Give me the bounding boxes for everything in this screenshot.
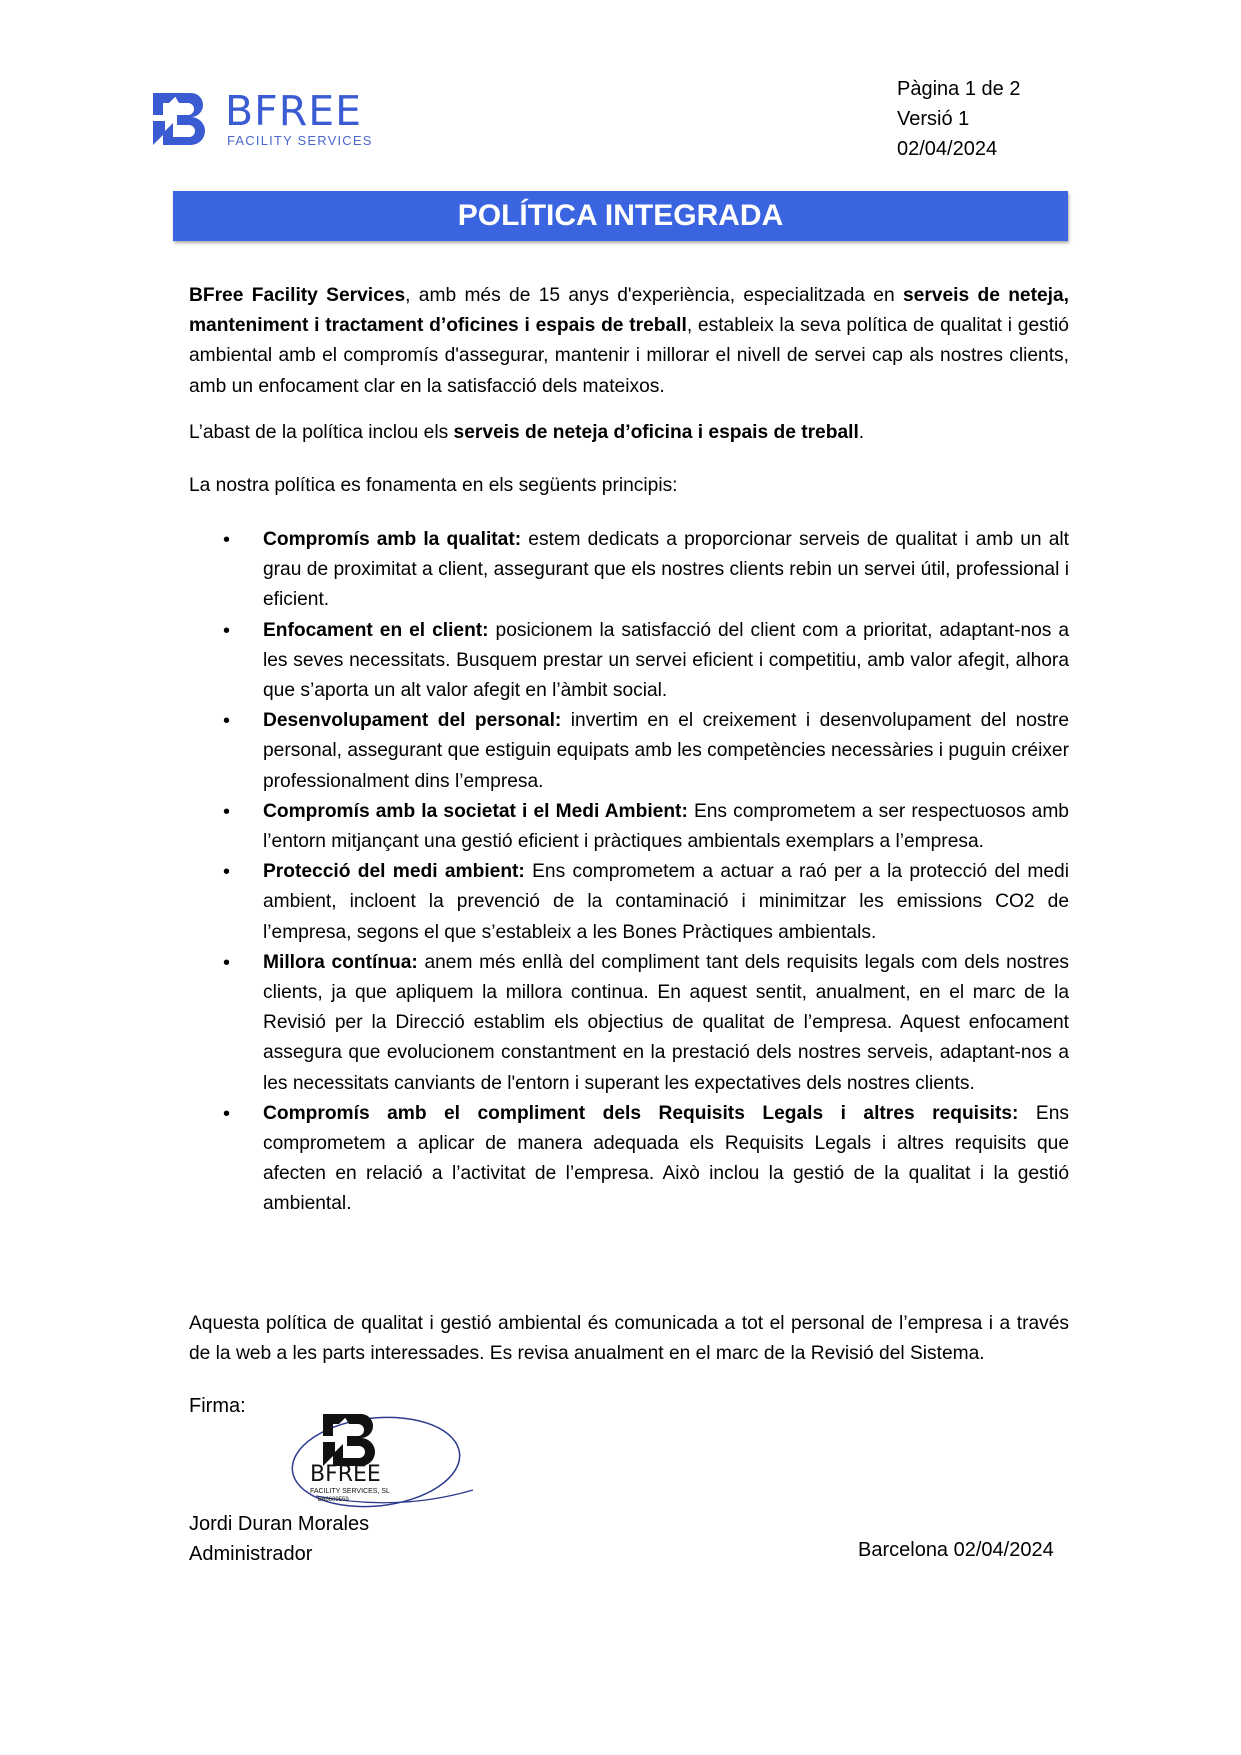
place-date: Barcelona 02/04/2024 [858,1539,1054,1561]
company-logo [153,87,383,150]
page-number: Pàgina 1 de 2 [897,78,1021,100]
stamp-subtitle: FACILITY SERVICES, SL [310,1488,390,1495]
principle-text: posicionem la satisfacció del client com a prioritat, adaptant-nos a les seves necessitats. Busquem prestar un servei eficient i competitiu, amb valor afegit, alhora que s’aporta un alt valor afegit en l’àmbit social. [263,619,1070,702]
principle-text: Ens comprometem a actuar a raó per a la protecció del medi ambient, incloent la prevenció de la contaminació i minimitzar les emissions CO2 de l’empresa, segons el que s’estableix a les Bones Pràctiques ambientals. [263,861,1069,943]
bullet-icon: • [223,951,231,974]
logo-subtitle: FACILITY SERVICES [227,133,373,148]
principle-title: Compromís amb la societat i el Medi Ambient: [263,800,688,822]
bullet-icon: • [223,800,231,823]
list-item [189,525,1069,616]
principle-title: Compromís amb la qualitat: [263,529,522,550]
principle-title: Millora contínua: [263,951,418,973]
bullet-icon: • [223,1102,231,1125]
principle-text: estem dedicats a proporcionar serveis de qualitat i amb un alt grau de proximitat a client, assegurant que els nostres clients rebin un servei útil, professional i eficient. [263,529,1070,611]
closing-text: Aquesta política de qualitat i gestió ambiental és comunicada a tot el personal de l’empresa i a través de la web a les parts interessades. Es revisa anualment en el marc de la Revisió del Sistema. [189,1313,1069,1365]
bullet-icon: • [223,619,231,642]
company-stamp [288,1404,478,1514]
principle-text: anem més enllà del compliment tant dels requisits legals com dels nostres clients, ja que apliquem la millora continua. En aquest sentit, anualment, en el marc de la Revisió per la Direcció establim els objectius de qualitat de l’empresa. Aquest enfocament assegura que evolucionem constantment en la prestació dels nostres serveis, adaptant-nos a les necessitats canviants de l'entorn i superant les expectatives dels nostres clients. [263,951,1070,1094]
scope-bold: serveis de neteja d’oficina i espais de treball [453,422,859,443]
principle-text: Ens comprometem a aplicar de manera adequada els Requisits Legals i altres requisits que afecten en relació a l’activitat de l’empresa. Això inclou la gestió de la qualitat i la gestió ambiental. [263,1102,1069,1215]
scope-text-2: . [858,422,865,443]
list-item [189,797,1069,857]
version: Versió 1 [897,108,970,130]
signer-name: Jordi Duran Morales [189,1513,370,1535]
principles-intro-text: La nostra política es fonamenta en els següents principis: [189,475,678,496]
list-item [189,948,1069,1099]
list-item [189,857,1069,948]
intro-text-2: , estableix la seva política de qualitat i gestió ambiental amb el compromís d'assegurar, mantenir i millorar el nivell de servei cap als nostres clients, amb un enfocament clar en la satisfacció dels mateixos. [189,315,1069,397]
stamp-name: BFREE [310,1462,381,1487]
bfree-logo-icon [153,93,211,145]
principle-title: Desenvolupament del personal: [263,710,562,732]
intro-text-1: , amb més de 15 anys d'experiència, especialitzada en [405,285,903,306]
signer-role: Administrador [189,1543,313,1565]
principles-list [189,525,1069,1220]
logo-name: BFREE [225,87,363,135]
signer-block [189,1509,369,1569]
bullet-icon: • [223,861,231,884]
stamp-id: B66609559 [318,1497,349,1503]
principles-intro [189,471,1069,501]
document-meta [897,74,1020,164]
services-bold: serveis de neteja, manteniment i tractament d’oficines i espais de treball [189,285,1069,337]
closing-paragraph [189,1309,1069,1369]
scope-text-1: L’abast de la política inclou els [189,422,454,443]
intro-paragraph [189,281,1069,402]
company-name: BFree Facility Services [189,285,406,306]
principle-text: invertim en el creixement i desenvolupament del nostre personal, assegurant que estiguin equipats amb les competències necessàries i puguin créixer professionalment dins l’empresa. [263,710,1069,792]
signature-label: Firma: [189,1395,246,1417]
list-item [189,1099,1069,1220]
principle-title: Protecció del medi ambient: [263,861,525,883]
principle-title: Enfocament en el client: [263,619,489,641]
list-item [189,706,1069,797]
principle-title: Compromís amb el compliment dels Requisits Legals i altres requisits: [263,1102,1019,1124]
scope-paragraph [189,418,1069,448]
bullet-icon: • [223,529,231,551]
document-date: 02/04/2024 [897,138,998,160]
title-banner: POLÍTICA INTEGRADA [173,191,1068,241]
principle-text: Ens comprometem a ser respectuosos amb l’entorn mitjançant una gestió eficient i pràctiques ambientals exemplars a l’empresa. [263,800,1069,853]
bullet-icon: • [223,710,231,733]
list-item [189,616,1069,707]
